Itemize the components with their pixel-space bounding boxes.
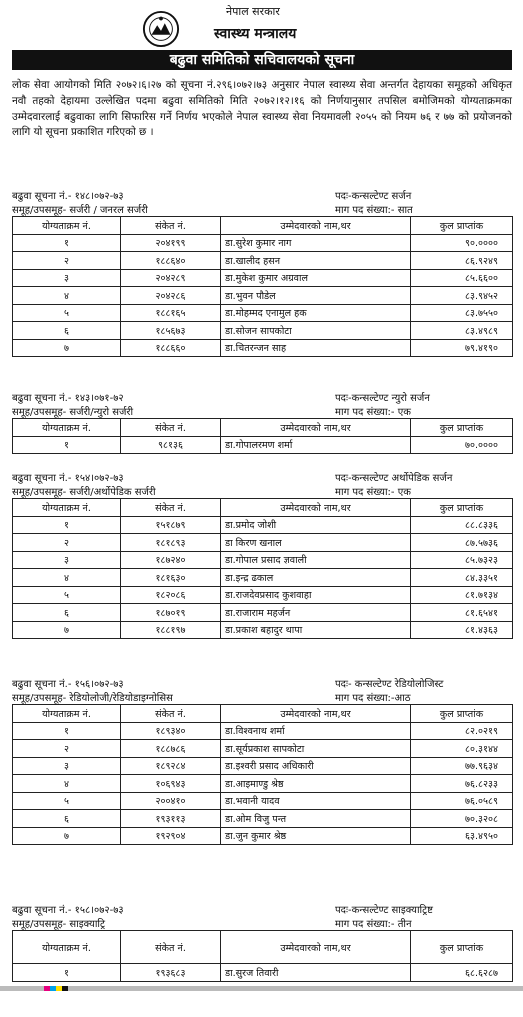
section-meta: [12, 470, 512, 498]
table-cell: १८७२४०: [121, 551, 221, 569]
column-header: संकेत नं.: [121, 499, 221, 517]
column-header: योग्यताक्रम नं.: [13, 931, 121, 964]
notice-section: [12, 902, 512, 982]
table-cell: डा.मोहम्मद एनामुल हक: [221, 304, 411, 322]
table-row: [13, 775, 513, 793]
column-header: संकेत नं.: [121, 419, 221, 437]
column-header: योग्यताक्रम नं.: [13, 499, 121, 517]
table-cell: १: [13, 516, 121, 534]
table-cell: ८५.७३२३: [411, 551, 513, 569]
table-row: [13, 234, 513, 252]
table-row: [13, 757, 513, 775]
table-cell: डा.प्रमोद जोशी: [221, 516, 411, 534]
table-cell: ६८.६२८७: [411, 964, 513, 982]
table-row: [13, 287, 513, 305]
notice-banner: बढुवा समितिको सचिवालयको सूचना: [12, 50, 512, 70]
table-cell: डा.खालीद हसन: [221, 252, 411, 270]
table-cell: डा.सोजन सापकोटा: [221, 322, 411, 340]
table-row: [13, 586, 513, 604]
table-cell: २: [13, 534, 121, 552]
table-row: [13, 740, 513, 758]
table-cell: ७९.४१९०: [411, 339, 513, 357]
table-cell: ७: [13, 339, 121, 357]
table-cell: डा.इन्द्र ढकाल: [221, 569, 411, 587]
table-row: [13, 516, 513, 534]
table-cell: डा.सुरेश कुमार नाग: [221, 234, 411, 252]
table-cell: १८८१९७: [121, 621, 221, 639]
table-cell: १८८६४०: [121, 252, 221, 270]
footer-bar: [0, 986, 523, 991]
table-cell: डा.राजाराम महर्जन: [221, 604, 411, 622]
table-cell: ८२.०२१९: [411, 722, 513, 740]
table-cell: २०४१९९: [121, 234, 221, 252]
table-cell: १: [13, 964, 121, 982]
group-label: समूह/उपसमूह- रेडियोलोजी/रेडियोडाइग्नोसिस: [12, 693, 173, 704]
notice-number: बढुवा सूचना नं.- १४८।०७२-७३: [12, 191, 124, 202]
column-header: उम्मेदवारको नाम,थर: [221, 931, 411, 964]
table-cell: डा.मुकेश कुमार अग्रवाल: [221, 269, 411, 287]
table-row: [13, 269, 513, 287]
table-cell: ७६.०५८९: [411, 792, 513, 810]
table-row: [13, 534, 513, 552]
table-cell: डा.विश्वनाथ शर्मा: [221, 722, 411, 740]
table-cell: १८८६६०: [121, 339, 221, 357]
results-table: [12, 216, 513, 357]
table-cell: १८९२८४: [121, 757, 221, 775]
table-header-row: [13, 419, 513, 437]
table-cell: ७७.९६३४: [411, 757, 513, 775]
column-header: कुल प्राप्तांक: [411, 931, 513, 964]
results-table: [12, 418, 513, 454]
table-cell: ६३.४९५०: [411, 827, 513, 845]
table-cell: ३: [13, 757, 121, 775]
table-cell: ८८.८३३६: [411, 516, 513, 534]
notice-section: [12, 676, 512, 845]
notice-number: बढुवा सूचना नं.- १५४।०७२-७३: [12, 473, 124, 484]
column-header: संकेत नं.: [121, 931, 221, 964]
table-row: [13, 304, 513, 322]
table-cell: २००४१०: [121, 792, 221, 810]
column-header: संकेत नं.: [121, 217, 221, 235]
table-row: [13, 964, 513, 982]
table-cell: ८०.३१४४: [411, 740, 513, 758]
group-label: समूह/उपसमूह- सर्जरी/न्युरो सर्जरी: [12, 407, 134, 418]
seat-count: माग पद संख्या:- सात: [335, 205, 413, 216]
seat-count: माग पद संख्या:-आठ: [335, 693, 411, 704]
table-cell: १९२९०४: [121, 827, 221, 845]
post-title: पदः- कन्सल्टेण्ट रेडियोलोजिस्ट: [335, 679, 444, 690]
notice-number: बढुवा सूचना नं.- १५६।०७२-७३: [12, 679, 124, 690]
column-header: योग्यताक्रम नं.: [13, 217, 121, 235]
seat-count: माग पद संख्या:- एक: [335, 407, 411, 418]
column-header: कुल प्राप्तांक: [411, 217, 513, 235]
table-cell: ५: [13, 304, 121, 322]
table-cell: १९३६८३: [121, 964, 221, 982]
table-row: [13, 339, 513, 357]
table-row: [13, 827, 513, 845]
table-cell: ५: [13, 586, 121, 604]
table-cell: डा.आइमाण्डु श्रेष्ठ: [221, 775, 411, 793]
table-cell: ५: [13, 792, 121, 810]
color-mark: [62, 986, 68, 991]
table-cell: डा.ओम विजु पन्त: [221, 810, 411, 828]
table-cell: ७६.८२३३: [411, 775, 513, 793]
section-meta: [12, 188, 512, 216]
nepal-emblem-icon: [142, 10, 180, 48]
table-cell: डा.जुन कुमार श्रेष्ठ: [221, 827, 411, 845]
table-cell: ८१.६५४१: [411, 604, 513, 622]
table-cell: १८१८९३: [121, 534, 221, 552]
column-header: उम्मेदवारको नाम,थर: [221, 705, 411, 723]
seat-count: माग पद संख्या:- तीन: [335, 919, 412, 930]
table-cell: ७०.००००: [411, 436, 513, 454]
column-header: उम्मेदवारको नाम,थर: [221, 217, 411, 235]
table-cell: ८१.७१३४: [411, 586, 513, 604]
table-cell: डा.भुवन पौडेल: [221, 287, 411, 305]
table-cell: १५१८७९: [121, 516, 221, 534]
table-header-row: [13, 931, 513, 964]
table-cell: १८२०८६: [121, 586, 221, 604]
table-cell: २०४२८६: [121, 287, 221, 305]
table-row: [13, 792, 513, 810]
notice-section: [12, 188, 512, 357]
table-cell: ८६.९२४९: [411, 252, 513, 270]
table-cell: डा.गोपालरमण शर्मा: [221, 436, 411, 454]
section-meta: [12, 902, 512, 930]
column-header: योग्यताक्रम नं.: [13, 419, 121, 437]
table-cell: १८८७८६: [121, 740, 221, 758]
table-cell: डा.चितरन्जन साह: [221, 339, 411, 357]
table-cell: ६: [13, 322, 121, 340]
table-row: [13, 722, 513, 740]
table-cell: १८७०१९: [121, 604, 221, 622]
notice-section: [12, 390, 512, 454]
header: [0, 0, 523, 54]
table-cell: १: [13, 436, 121, 454]
table-row: [13, 621, 513, 639]
table-cell: डा.सुरज तिवारी: [221, 964, 411, 982]
post-title: पदः-कन्सल्टेण्ट सर्जन: [335, 191, 412, 202]
table-cell: ८५.६६००: [411, 269, 513, 287]
table-cell: ३: [13, 269, 121, 287]
table-cell: ९८१३६: [121, 436, 221, 454]
notice-section: [12, 470, 512, 639]
intro-paragraph: लोक सेवा आयोगको मिति २०७२।६।२७ को सूचना नं.२९६।०७२।७३ अनुसार नेपाल स्वास्थ्य सेवा अन्तर्गत देहायका समूहको अधिकृत नवौ तहको देहायमा उल्लेखित पदमा बढुवा समितिको मिति २०७२।१२।१६ को निर्णयानुसार तपसिल बमोजिमको योग्यताक्रमका उम्मेदवारलाई बढुवाका लागि सिफारिस गर्ने निर्णय भएकोले नेपाल स्वास्थ्य सेवा नियमावली २०५५ को नियम ७६ र ७७ को प्रयोजनको लागि यो सूचना प्रकाशित गरिएको छ ।: [12, 79, 512, 139]
results-table: [12, 498, 513, 639]
table-cell: १८१६३०: [121, 569, 221, 587]
table-cell: ४: [13, 287, 121, 305]
table-cell: १८५६७३: [121, 322, 221, 340]
table-cell: ८७.५७३६: [411, 534, 513, 552]
group-label: समूह/उपसमूह- साइक्याट्रि: [12, 919, 106, 930]
table-cell: ४: [13, 569, 121, 587]
post-title: पदः-कन्सल्टेण्ट साइक्याट्रिष्ट: [335, 905, 434, 916]
table-cell: डा.राजदेवप्रसाद कुशवाहा: [221, 586, 411, 604]
seat-count: माग पद संख्या:- एक: [335, 487, 411, 498]
table-cell: १८८१६५: [121, 304, 221, 322]
table-row: [13, 551, 513, 569]
column-header: कुल प्राप्तांक: [411, 499, 513, 517]
table-row: [13, 322, 513, 340]
table-cell: डा.इश्वरी प्रसाद अधिकारी: [221, 757, 411, 775]
table-cell: ६: [13, 810, 121, 828]
government-label: नेपाल सरकार: [226, 5, 280, 18]
table-row: [13, 604, 513, 622]
section-meta: [12, 390, 512, 418]
table-cell: ८१.४३६३: [411, 621, 513, 639]
table-cell: २: [13, 740, 121, 758]
notice-number: बढुवा सूचना नं.- १५८।०७२-७३: [12, 905, 124, 916]
table-cell: डा.भवानी यादव: [221, 792, 411, 810]
table-row: [13, 569, 513, 587]
table-cell: ७: [13, 827, 121, 845]
column-header: उम्मेदवारको नाम,थर: [221, 419, 411, 437]
table-cell: ८३.४९८९: [411, 322, 513, 340]
table-header-row: [13, 499, 513, 517]
table-cell: डा.गोपाल प्रसाद ज्ञवाली: [221, 551, 411, 569]
ministry-title: स्वास्थ्य मन्त्रालय: [214, 26, 297, 42]
results-table: [12, 930, 513, 982]
table-cell: डा.प्रकाश बहादुर थापा: [221, 621, 411, 639]
table-cell: ६: [13, 604, 121, 622]
column-header: कुल प्राप्तांक: [411, 705, 513, 723]
table-row: [13, 252, 513, 270]
table-cell: ८३.९४५२: [411, 287, 513, 305]
section-meta: [12, 676, 512, 704]
notice-number: बढुवा सूचना नं.- १४३।०७१-७२: [12, 393, 124, 404]
table-cell: डा.सूर्यप्रकाश सापकोटा: [221, 740, 411, 758]
table-cell: १९३११३: [121, 810, 221, 828]
table-row: [13, 810, 513, 828]
group-label: समूह/उपसमूह- सर्जरी/अर्थोपेडिक सर्जरी: [12, 487, 156, 498]
column-header: योग्यताक्रम नं.: [13, 705, 121, 723]
table-cell: १८९३४०: [121, 722, 221, 740]
table-cell: १०६९४३: [121, 775, 221, 793]
table-cell: ८३.७५५०: [411, 304, 513, 322]
table-cell: ७: [13, 621, 121, 639]
post-title: पदः-कन्सल्टेण्ट न्युरो सर्जन: [335, 393, 430, 404]
post-title: पदः-कन्सल्टेण्ट अर्थोपेडिक सर्जन: [335, 473, 453, 484]
table-cell: ४: [13, 775, 121, 793]
results-table: [12, 704, 513, 845]
table-header-row: [13, 217, 513, 235]
column-header: उम्मेदवारको नाम,थर: [221, 499, 411, 517]
table-cell: ८४.३३५१: [411, 569, 513, 587]
column-header: संकेत नं.: [121, 705, 221, 723]
table-cell: २०४२८९: [121, 269, 221, 287]
table-row: [13, 436, 513, 454]
group-label: समूह/उपसमूह- सर्जरी / जनरल सर्जरी: [12, 205, 148, 216]
table-cell: १: [13, 234, 121, 252]
column-header: कुल प्राप्तांक: [411, 419, 513, 437]
table-cell: डा किरण खनाल: [221, 534, 411, 552]
table-header-row: [13, 705, 513, 723]
table-cell: ३: [13, 551, 121, 569]
table-cell: ७०.३२०८: [411, 810, 513, 828]
table-cell: २: [13, 252, 121, 270]
table-cell: १: [13, 722, 121, 740]
table-cell: ९०.००००: [411, 234, 513, 252]
